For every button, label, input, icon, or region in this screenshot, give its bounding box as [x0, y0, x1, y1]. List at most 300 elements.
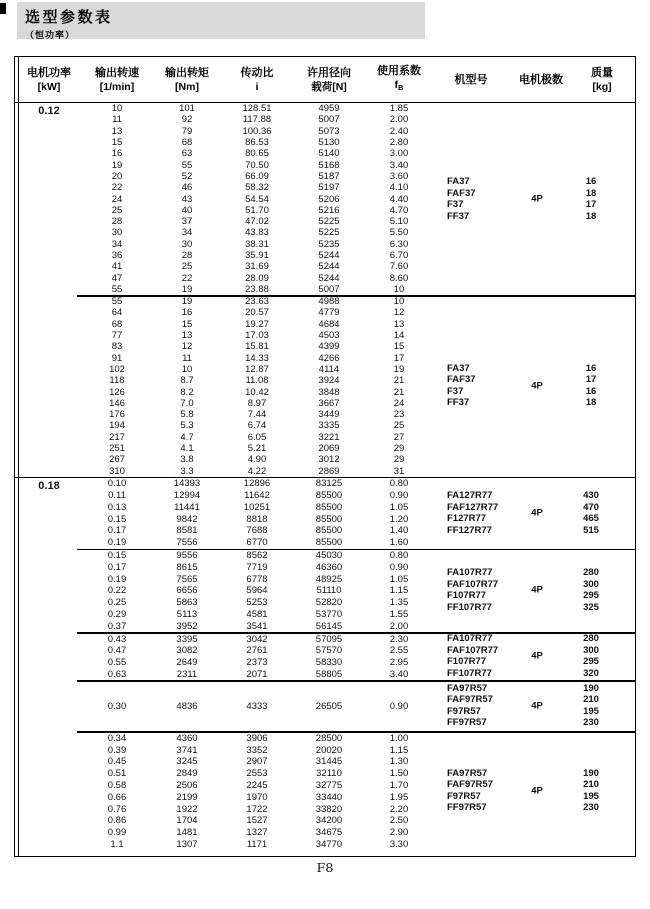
cell: 2869 — [318, 465, 340, 477]
cell: 22 — [181, 272, 193, 284]
weight-value: 430 — [583, 490, 599, 502]
table-row — [83, 585, 431, 597]
cell: 3741 — [176, 744, 198, 756]
data-block — [83, 478, 635, 549]
cell: 3906 — [246, 732, 268, 744]
cell: 51110 — [316, 585, 342, 597]
cell: 15.81 — [245, 341, 269, 353]
model-name: F37 — [447, 385, 464, 397]
cell: 0.39 — [107, 744, 127, 756]
cell: 83 — [111, 341, 123, 353]
cell: 3082 — [176, 645, 198, 657]
weight-list — [561, 633, 621, 679]
cell: 7688 — [246, 525, 268, 537]
header-cell — [15, 57, 83, 102]
cell: 4684 — [318, 318, 340, 330]
section-blocks — [83, 478, 635, 857]
cell: 3848 — [318, 386, 340, 398]
cell: 47 — [111, 272, 123, 284]
model-name: FF37 — [447, 397, 470, 409]
cell: 3541 — [246, 620, 268, 632]
cell: 16 — [111, 148, 123, 160]
cell: 1.05 — [389, 501, 409, 513]
cell: 17.03 — [245, 330, 269, 342]
cell: 3924 — [318, 375, 340, 387]
cell: 5225 — [318, 216, 340, 228]
cell: 91 — [111, 352, 123, 364]
cell: 1922 — [176, 803, 198, 815]
cell: 0.51 — [107, 768, 127, 780]
cell: 10 — [111, 103, 123, 115]
cell: 10 — [393, 296, 405, 308]
cell: 14393 — [173, 478, 201, 490]
cell: 38.31 — [245, 238, 269, 250]
cell: 5235 — [318, 238, 340, 250]
cell: 0.15 — [107, 513, 127, 525]
weight-list — [561, 683, 621, 729]
cell: 8.2 — [180, 386, 194, 398]
table-row — [83, 525, 431, 537]
header-cell — [151, 57, 223, 102]
cell: 23 — [393, 409, 405, 421]
header-cell — [223, 57, 291, 102]
cell: 3042 — [246, 633, 268, 645]
table-row — [83, 791, 431, 803]
header-line2: [kg] — [592, 80, 612, 93]
cell: 251 — [109, 443, 125, 455]
model-name: FF127R77 — [447, 524, 492, 536]
table-row — [83, 573, 431, 585]
cell: 1.00 — [389, 732, 409, 744]
cell: 83125 — [315, 478, 343, 490]
header-line1: 质量 — [591, 66, 613, 79]
cell: 8615 — [176, 561, 198, 573]
cell: 4114 — [318, 363, 340, 375]
cell: 32775 — [315, 779, 343, 791]
table-row — [83, 432, 431, 443]
table-row — [83, 250, 431, 261]
cell: 2071 — [246, 668, 268, 680]
cell: 3952 — [176, 620, 198, 632]
page-footer: F8 — [316, 860, 334, 875]
table-header-row — [15, 57, 635, 103]
cell: 31.69 — [245, 261, 269, 273]
cell: 0.10 — [107, 478, 127, 490]
header-line1: 输出转矩 — [165, 66, 209, 79]
cell: 51.70 — [245, 204, 269, 216]
cell: 128.51 — [242, 103, 272, 115]
cell: 54.54 — [245, 193, 269, 205]
cell: 6770 — [246, 537, 268, 549]
cell: 6.05 — [247, 431, 267, 443]
table-row — [83, 550, 431, 562]
cell: 0.47 — [107, 645, 127, 657]
cell: 5073 — [318, 125, 340, 137]
cell: 19 — [111, 159, 123, 171]
cell: 4333 — [246, 700, 268, 712]
cell: 0.90 — [389, 561, 409, 573]
cell: 0.25 — [107, 597, 127, 609]
cell: 6.70 — [389, 250, 409, 261]
model-name: FF97R57 — [447, 802, 487, 814]
data-block — [83, 295, 635, 477]
cell: 34200 — [315, 815, 343, 827]
model-name: FA37 — [447, 362, 470, 374]
cell: 1.15 — [389, 744, 409, 756]
table-row — [83, 537, 431, 549]
cell: 3.3 — [180, 465, 194, 477]
cell: 2199 — [176, 791, 198, 803]
table-row — [83, 319, 431, 330]
model-name: FA97R57 — [447, 767, 488, 779]
weight-value: 18 — [585, 397, 597, 409]
table-row — [83, 501, 431, 513]
model-list — [447, 490, 498, 536]
cell: 8818 — [246, 513, 268, 525]
cell: 2245 — [246, 779, 268, 791]
table-row — [83, 597, 431, 609]
cell: 11 — [112, 114, 122, 126]
header-line1: 许用径向 — [307, 66, 351, 79]
cell: 5863 — [176, 597, 198, 609]
cell: 2506 — [176, 779, 198, 791]
cell: 0.76 — [107, 803, 127, 815]
model-name: FAF127R77 — [447, 501, 499, 513]
cell: 1.60 — [389, 537, 409, 549]
rows-group — [83, 700, 431, 712]
cell: 20 — [111, 170, 123, 182]
table-row — [83, 272, 431, 283]
cell: 3.40 — [389, 668, 409, 680]
table-row — [83, 700, 431, 712]
cell: 1.50 — [389, 768, 409, 780]
weight-value: 230 — [583, 717, 599, 729]
header-line2: [Nm] — [175, 80, 199, 93]
cell: 4360 — [176, 732, 198, 744]
cell: 70.50 — [245, 159, 269, 171]
pole-count: 4P — [531, 193, 543, 205]
cell: 1.05 — [389, 573, 409, 585]
cell: 7565 — [176, 573, 198, 585]
cell: 7.0 — [180, 397, 194, 409]
model-name: FAF37 — [447, 374, 476, 386]
header-cell — [367, 57, 431, 102]
cell: 43 — [181, 193, 193, 205]
table-row — [83, 126, 431, 137]
cell: 1.55 — [389, 608, 409, 620]
table-row — [83, 148, 431, 159]
data-block — [83, 632, 635, 680]
cell: 0.86 — [107, 815, 127, 827]
table-row — [83, 513, 431, 525]
cell: 9556 — [176, 549, 198, 561]
weight-value: 195 — [583, 790, 599, 802]
cell: 28.09 — [245, 272, 269, 284]
cell: 5.21 — [247, 443, 267, 455]
cell: 41 — [111, 261, 123, 273]
cell: 0.90 — [389, 489, 409, 501]
weight-value: 280 — [583, 633, 599, 645]
page-subtitle: （恒功率） — [25, 30, 76, 40]
table-row — [83, 657, 431, 669]
cell: 8.97 — [247, 397, 267, 409]
cell: 0.58 — [107, 779, 127, 791]
table-row — [83, 284, 431, 295]
cell: 63 — [181, 148, 193, 160]
table-row — [83, 756, 431, 768]
cell: 4.22 — [247, 465, 267, 477]
weight-value: 17 — [585, 199, 597, 211]
page-edge-tab — [0, 3, 6, 14]
cell: 0.43 — [107, 633, 127, 645]
cell: 6656 — [176, 585, 198, 597]
rows-group — [83, 103, 431, 295]
cell: 13 — [181, 330, 193, 342]
table-row — [83, 454, 431, 465]
cell: 3352 — [246, 744, 268, 756]
table-row — [83, 466, 431, 477]
weight-value: 320 — [583, 667, 599, 679]
table-row — [83, 645, 431, 657]
cell: 1.30 — [389, 756, 409, 768]
section-blocks — [83, 103, 635, 477]
cell: 5225 — [318, 227, 340, 239]
cell: 4959 — [318, 103, 340, 115]
cell: 3.60 — [389, 170, 409, 182]
cell: 7.60 — [389, 261, 409, 273]
cell: 46 — [181, 182, 193, 194]
cell: 14.33 — [245, 352, 269, 364]
cell: 12 — [181, 341, 193, 353]
cell: 57095 — [315, 633, 343, 645]
cell: 4.10 — [389, 182, 409, 194]
model-name: FA107R77 — [447, 633, 493, 645]
cell: 68 — [111, 318, 123, 330]
table-row — [83, 443, 431, 454]
cell: 126 — [109, 386, 125, 398]
header-line2: [1/min] — [99, 80, 135, 93]
cell: 2907 — [246, 756, 268, 768]
model-list — [447, 633, 498, 679]
cell: 12994 — [173, 489, 201, 501]
header-cell — [431, 57, 511, 102]
cell: 11 — [182, 352, 192, 364]
model-name: FF37 — [447, 210, 470, 222]
cell: 6.74 — [247, 420, 267, 432]
pole-count: 4P — [531, 785, 543, 797]
weight-list — [561, 363, 621, 409]
rows-group — [83, 633, 431, 680]
cell: 80.65 — [245, 148, 269, 160]
cell: 57570 — [315, 645, 343, 657]
cell: 86.53 — [245, 137, 269, 149]
cell: 21 — [393, 375, 405, 387]
cell: 5253 — [246, 597, 268, 609]
cell: 5244 — [318, 250, 340, 261]
cell: 0.80 — [389, 549, 409, 561]
weight-list — [561, 176, 621, 222]
cell: 3335 — [318, 420, 340, 432]
cell: 40 — [181, 204, 193, 216]
cell: 1.20 — [389, 513, 409, 525]
cell: 9842 — [176, 513, 198, 525]
header-subscript: B — [398, 83, 404, 92]
table-row — [83, 307, 431, 318]
weight-value: 515 — [583, 524, 599, 536]
weight-value: 470 — [583, 501, 599, 513]
weight-value: 295 — [583, 590, 599, 602]
cell: 28 — [111, 216, 123, 228]
cell: 0.34 — [107, 732, 127, 744]
weight-value: 190 — [583, 682, 599, 694]
model-name: FF107R77 — [447, 667, 492, 679]
cell: 0.13 — [107, 501, 127, 513]
cell: 64 — [111, 307, 123, 319]
cell: 3.40 — [389, 159, 409, 171]
cell: 1171 — [246, 838, 268, 850]
cell: 5007 — [318, 283, 340, 295]
weight-value: 465 — [583, 513, 599, 525]
header-line1: 传动比 — [240, 66, 274, 79]
table-row — [83, 827, 431, 839]
cell: 3.00 — [389, 148, 409, 160]
data-block — [83, 680, 635, 731]
data-block — [83, 731, 635, 850]
data-block — [83, 549, 635, 633]
model-name: FA97R57 — [447, 682, 488, 694]
cell: 17 — [393, 352, 405, 364]
cell: 34675 — [315, 827, 343, 839]
cell: 1722 — [246, 803, 268, 815]
weight-value: 16 — [585, 362, 597, 374]
weight-value: 195 — [583, 705, 599, 717]
cell: 2649 — [176, 657, 198, 669]
cell: 28500 — [315, 732, 343, 744]
cell: 27 — [393, 431, 405, 443]
cell: 6.30 — [389, 238, 409, 250]
power-cell — [15, 478, 83, 857]
cell: 4988 — [318, 296, 340, 308]
weight-value: 17 — [585, 374, 597, 386]
cell: 4.7 — [180, 431, 194, 443]
model-name: FAF97R57 — [447, 779, 493, 791]
cell: 2.20 — [389, 803, 409, 815]
header-line1: 输出转速 — [95, 66, 139, 79]
cell: 1327 — [246, 827, 268, 839]
cell: 33820 — [315, 803, 343, 815]
cell: 0.90 — [389, 700, 409, 712]
weight-value: 190 — [583, 767, 599, 779]
cell: 24 — [111, 193, 123, 205]
cell: 25 — [181, 261, 193, 273]
cell: 1.85 — [389, 103, 409, 115]
cell: 4779 — [318, 307, 340, 319]
cell: 2.95 — [389, 657, 409, 669]
table-row — [83, 409, 431, 420]
table-row — [83, 490, 431, 502]
data-block — [83, 103, 635, 295]
cell: 58805 — [315, 668, 343, 680]
table-row — [83, 768, 431, 780]
table-row — [83, 839, 431, 851]
cell: 1.70 — [389, 779, 409, 791]
cell: 22 — [111, 182, 123, 194]
model-name: FA127R77 — [447, 490, 493, 502]
table-row — [83, 669, 431, 681]
cell: 7556 — [176, 537, 198, 549]
cell: 1307 — [176, 838, 198, 850]
cell: 4.40 — [389, 193, 409, 205]
model-list — [447, 363, 476, 409]
cell: 48925 — [315, 573, 343, 585]
cell: 47.02 — [245, 216, 269, 228]
cell: 11441 — [174, 501, 200, 513]
cell: 2311 — [176, 668, 198, 680]
cell: 79 — [181, 125, 193, 137]
cell: 3.30 — [389, 838, 409, 850]
cell: 2069 — [318, 443, 340, 455]
cell: 12.87 — [245, 363, 269, 375]
cell: 16 — [181, 307, 193, 319]
header-line1: 电机极数 — [519, 73, 563, 86]
weight-value: 300 — [583, 578, 599, 590]
table-row — [83, 803, 431, 815]
cell: 4399 — [318, 341, 340, 353]
cell: 24 — [393, 397, 405, 409]
weight-value: 210 — [583, 779, 599, 791]
weight-value: 16 — [585, 385, 597, 397]
weight-value: 280 — [583, 567, 599, 579]
model-name: FA107R77 — [447, 567, 493, 579]
table-row — [83, 137, 431, 148]
model-list — [447, 683, 493, 729]
header-cell — [571, 57, 633, 102]
selection-parameter-table — [14, 56, 636, 857]
rows-group — [83, 732, 431, 850]
model-name: FF107R77 — [447, 601, 492, 613]
table-row — [83, 561, 431, 573]
table-row — [83, 330, 431, 341]
model-name: FF97R57 — [447, 717, 487, 729]
cell: 29 — [393, 443, 405, 455]
cell: 85500 — [315, 513, 343, 525]
cell: 25 — [393, 420, 405, 432]
header-line2: $f_B$ — [394, 79, 404, 92]
cell: 55 — [111, 283, 123, 295]
cell: 1.35 — [389, 597, 409, 609]
cell: 0.99 — [107, 827, 127, 839]
cell: 1481 — [176, 827, 198, 839]
cell: 2.55 — [389, 645, 409, 657]
cell: 31445 — [315, 756, 343, 768]
cell: 10.42 — [245, 386, 269, 398]
header-line2: i — [255, 80, 259, 93]
model-list — [447, 768, 493, 814]
table-row — [83, 364, 431, 375]
cell: 310 — [109, 465, 125, 477]
cell: 52820 — [315, 597, 343, 609]
table-row — [83, 114, 431, 125]
table-row — [83, 620, 431, 632]
cell: 5168 — [318, 159, 340, 171]
cell: 5244 — [318, 272, 340, 284]
cell: 3245 — [176, 756, 198, 768]
cell: 31 — [393, 465, 405, 477]
cell: 0.80 — [389, 478, 409, 490]
table-row — [83, 375, 431, 386]
table-row — [83, 239, 431, 250]
power-value: 0.12 — [38, 105, 60, 117]
